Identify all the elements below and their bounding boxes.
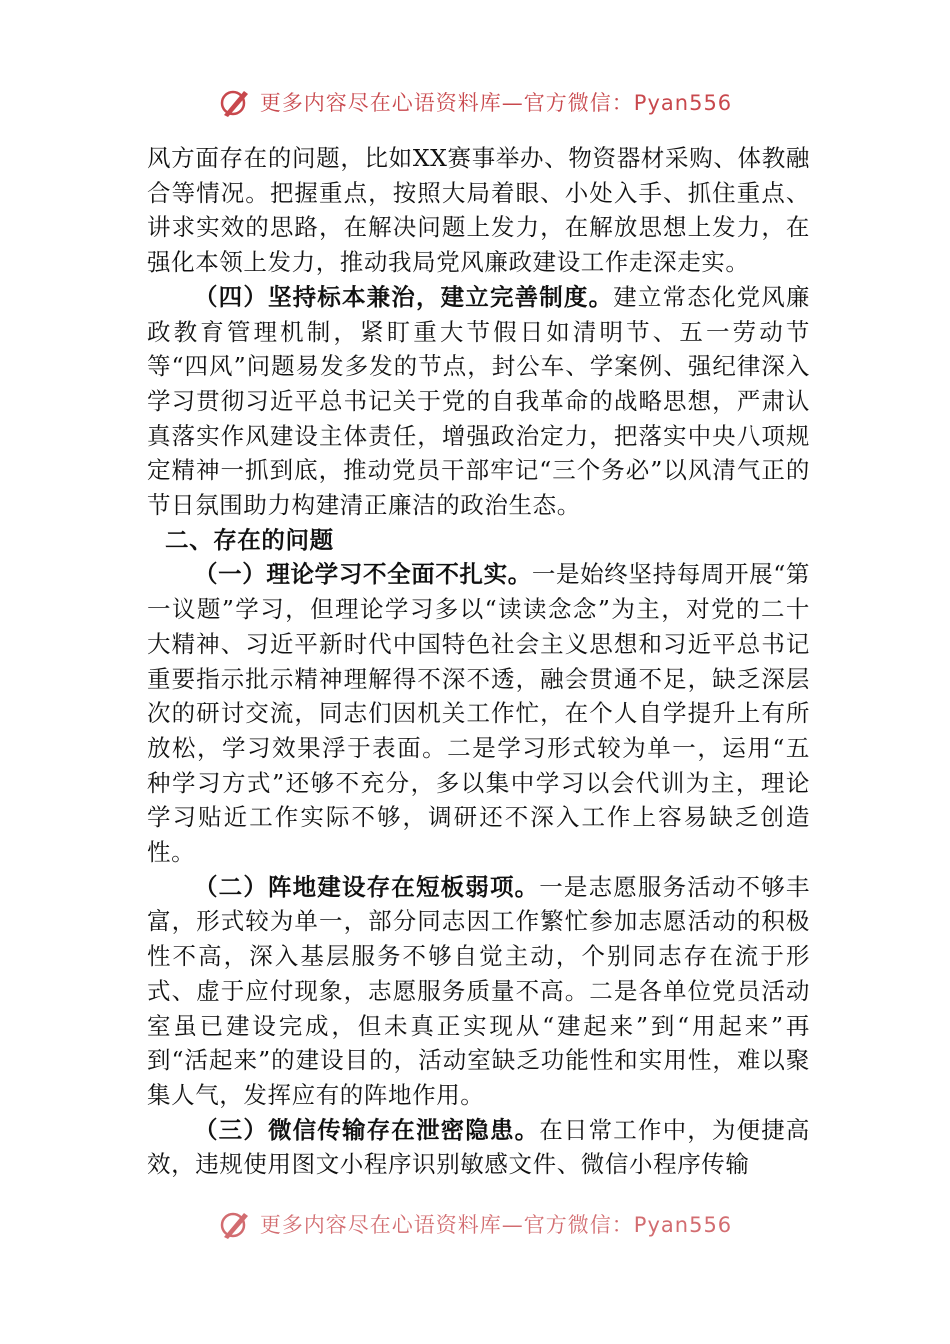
problem-3-body: 在日常工作中，为便捷高效，违规使用图文小程序识别敏感文件、微信小程序传输	[147, 1115, 810, 1179]
problem-2-title: （二）阵地建设存在短板弱项。	[194, 872, 540, 901]
problem-2-body: 一是志愿服务活动不够丰富，形式较为单一，部分同志因工作繁忙参加志愿活动的积极性不高，深入基层服务不够自觉主动，个别同志存在流于形式、虚于应付现象，志愿服务质量不高。二是各单位党员活动室虽已建设完成，但未真正实现从“建起来”到“用起来”再到“活起来”的建设目的，活动室缺乏功能性和实用性，难以聚集人气，发挥应有的阵地作用。	[147, 872, 810, 1109]
watermark-text: 更多内容尽在心语资料库—官方微信：Pyan556	[259, 91, 733, 115]
heading-problems: 二、存在的问题	[165, 525, 334, 554]
document-body	[147, 141, 810, 1182]
paragraph-continuation: 风方面存在的问题，比如XX赛事举办、物资器材采购、体教融合等情况。把握重点，按照大局着眼、小处入手、抓住重点、讲求实效的思路，在解决问题上发力，在解放思想上发力，在强化本领上发力，推动我局党风廉政建设工作走深走实。	[147, 144, 810, 277]
paragraph-problem-1	[147, 557, 810, 869]
watermark-text: 更多内容尽在心语资料库—官方微信：Pyan556	[259, 1213, 733, 1237]
watermark-footer	[0, 1204, 950, 1244]
paragraph-problem-3	[147, 1113, 810, 1182]
paragraph-section-4	[147, 280, 810, 523]
section-4-title: （四）坚持标本兼治，建立完善制度。	[194, 282, 614, 311]
problem-1-title: （一）理论学习不全面不扎实。	[194, 560, 532, 589]
watermark-header	[0, 82, 950, 122]
pen-logo-icon	[218, 1207, 252, 1241]
section-4-body: 建立常态化党风廉政教育管理机制，紧盯重大节假日如清明节、五一劳动节等“四风”问题易发多发的节点，封公车、学案例、强纪律深入学习贯彻习近平总书记关于党的自我革命的战略思想，严肃认真落实作风建设主体责任，增强政治定力，把落实中央八项规定精神一抓到底，推动党员干部牢记“三个务必”以风清气正的节日氛围助力构建清正廉洁的政治生态。	[147, 282, 810, 520]
paragraph-problem-2	[147, 870, 810, 1113]
problem-1-body: 一是始终坚持每周开展“第一议题”学习，但理论学习多以“读读念念”为主，对党的二十大精神、习近平新时代中国特色社会主义思想和习近平总书记重要指示批示精神理解得不深不透，融会贯通不足，缺乏深层次的研讨交流，同志们因机关工作忙，在个人自学提升上有所放松，学习效果浮于表面。二是学习形式较为单一，运用“五种学习方式”还够不充分，多以集中学习以会代训为主，理论学习贴近工作实际不够，调研还不深入工作上容易缺乏创造性。	[147, 560, 810, 867]
pen-logo-icon	[218, 85, 252, 119]
problem-3-title: （三）微信传输存在泄密隐患。	[194, 1115, 540, 1144]
